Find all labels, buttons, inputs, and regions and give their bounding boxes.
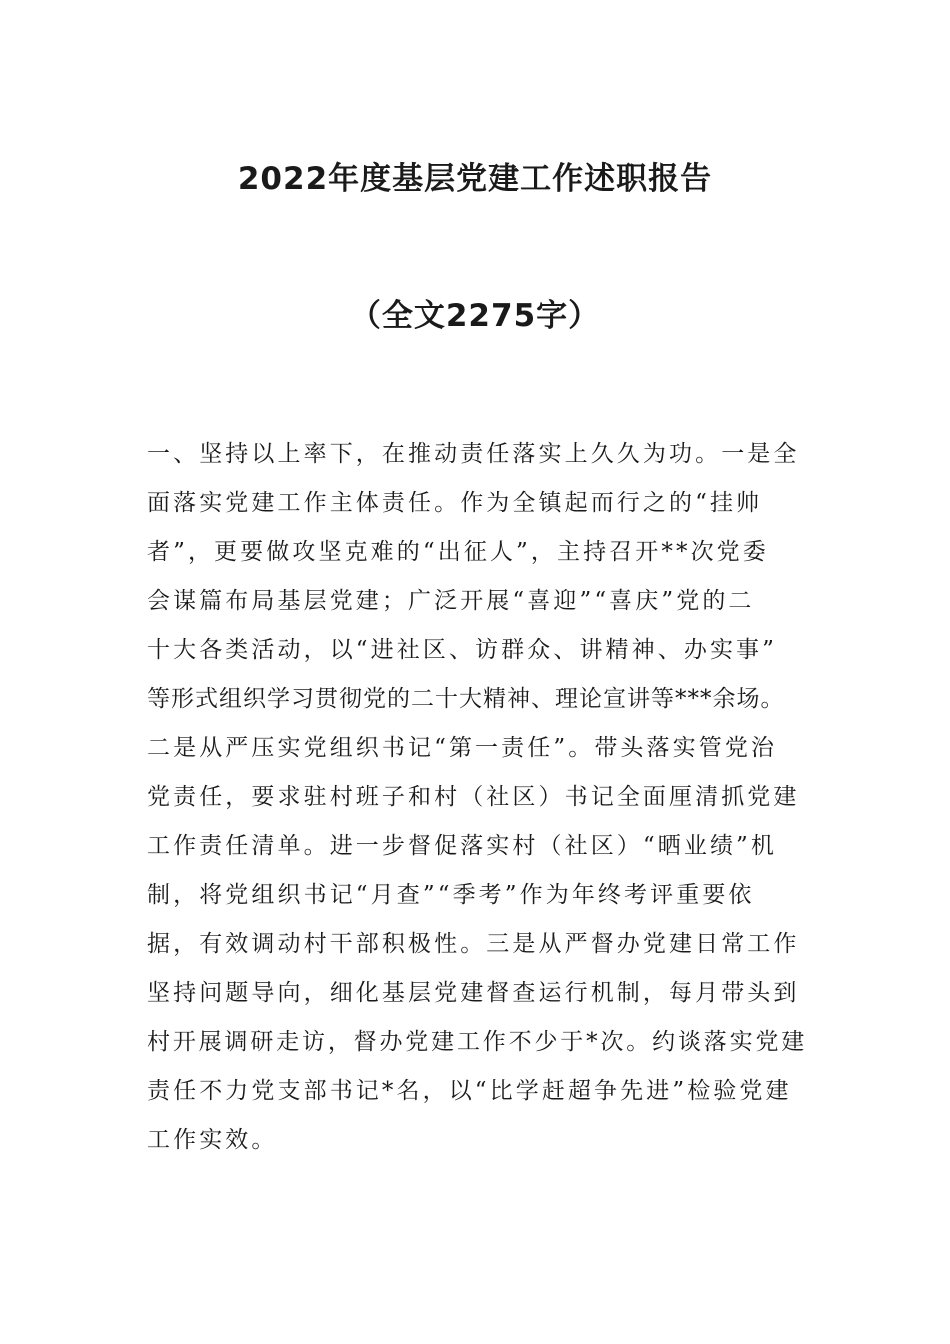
document-subtitle: （全文2275字） (349, 298, 601, 334)
body-line: 等形式组织学习贯彻党的二十大精神、理论宣讲等***余场。 (147, 686, 785, 712)
body-line: 一、坚持以上率下，在推动责任落实上久久为功。一是全 (147, 441, 800, 467)
document-title: 2022年度基层党建工作述职报告 (237, 161, 713, 197)
body-line: 二是从严压实党组织书记“第一责任”。带头落实管党治 (147, 735, 778, 761)
body-line: 党责任，要求驻村班子和村（社区）书记全面厘清抓党建 (147, 784, 800, 810)
body-line: 坚持问题导向，细化基层党建督查运行机制，每月带头到 (147, 980, 800, 1006)
body-line: 村开展调研走访，督办党建工作不少于*次。约谈落实党建 (147, 1029, 808, 1055)
body-line: 十大各类活动，以“进社区、访群众、讲精神、办实事” (147, 637, 778, 663)
body-line: 者”，更要做攻坚克难的“出征人”，主持召开**次党委 (147, 539, 769, 565)
body-paragraph (147, 430, 807, 1165)
body-line: 责任不力党支部书记*名，以“比学赶超争先进”检验党建 (147, 1078, 792, 1104)
body-line: 工作责任清单。进一步督促落实村（社区）“晒业绩”机 (147, 833, 778, 859)
body-line: 工作实效。 (147, 1127, 278, 1153)
body-line: 面落实党建工作主体责任。作为全镇起而行之的“挂帅 (147, 490, 763, 516)
body-line: 制，将党组织书记“月查”“季考”作为年终考评重要依 (147, 882, 755, 908)
body-line: 会谋篇布局基层党建；广泛开展“喜迎”“喜庆”党的二 (147, 588, 755, 614)
body-line: 据，有效调动村干部积极性。三是从严督办党建日常工作 (147, 931, 800, 957)
